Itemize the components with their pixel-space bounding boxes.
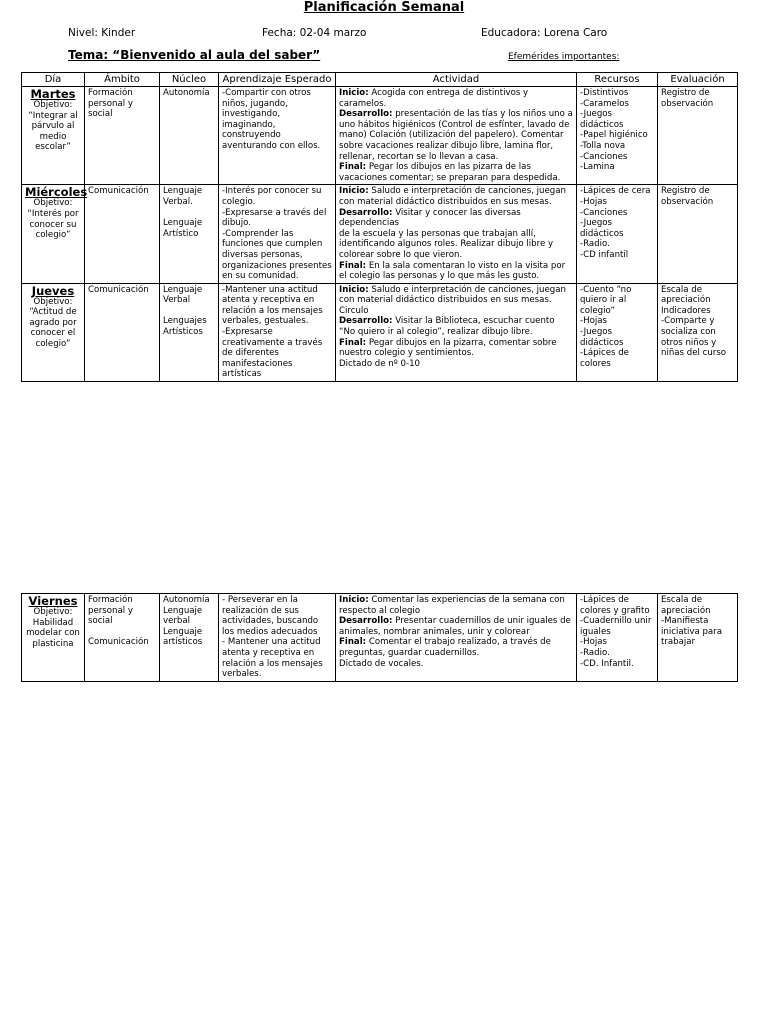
- actividad-inicio: [339, 285, 573, 317]
- actividad-cell: [336, 185, 577, 283]
- col-header-dia: Día: [22, 73, 85, 87]
- nucleo-cell: Lenguaje Verbal. Lenguaje Artístico: [160, 185, 219, 283]
- actividad-cell: [336, 283, 577, 381]
- day-name: Jueves: [31, 283, 75, 298]
- tema-heading: Tema: “Bienvenido al aula del saber”: [68, 48, 321, 62]
- col-header-aprendizaje: Aprendizaje Esperado: [219, 73, 336, 87]
- actividad-final: [339, 162, 573, 183]
- inicio-label: Inicio:: [339, 595, 369, 605]
- efemerides-label: Efemérides importantes:: [508, 52, 620, 62]
- day-name: Martes: [30, 87, 76, 101]
- day-objective: Objetivo: “Integrar al párvulo al medio escolar”: [28, 100, 78, 153]
- final-label: Final:: [339, 162, 367, 173]
- final-label: Final:: [339, 337, 367, 348]
- actividad-desarrollo: [339, 208, 573, 261]
- day-objective: Objetivo: “Actitud de agrado por conocer el colegio”: [29, 296, 77, 350]
- aprendizaje-cell: -Mantener una actitud atenta y receptiva en relación a los mensajes verbales, gestuales. -Expresarse creativamente a través de diferentes manifestaciones artísticas: [219, 283, 336, 381]
- day-name: Miércoles: [25, 185, 88, 200]
- day-objective: Objetivo: Habilidad modelar con plasticina: [26, 607, 80, 649]
- desarrollo-label: Desarrollo:: [339, 109, 393, 120]
- actividad-extra: Dictado de nº 0-10: [339, 358, 421, 369]
- day-name: Viernes: [28, 594, 78, 608]
- table-row: [22, 87, 738, 185]
- inicio-text: Acogida con entrega de distintivos y caramelos.: [339, 88, 529, 109]
- col-header-evaluacion: Evaluación: [658, 73, 738, 87]
- educadora-label: Educadora: Lorena Caro: [481, 27, 608, 39]
- recursos-cell: -Distintivos -Caramelos -Juegos didácticos -Papel higiénico -Tolla nova -Canciones -Lamina: [577, 87, 658, 185]
- aprendizaje-cell: - Perseverar en la realización de sus actividades, buscando los medios adecuados - Mantener una actitud atenta y receptiva en relación a los mensajes verbales.: [219, 594, 336, 682]
- table-row: [22, 283, 738, 381]
- day-cell: [22, 185, 88, 283]
- planning-table-1: [21, 72, 738, 382]
- col-header-ambito: Ámbito: [85, 73, 160, 87]
- actividad-inicio: [339, 595, 573, 616]
- actividad-final: [339, 338, 573, 359]
- day-cell: [22, 87, 85, 185]
- desarrollo-text: Visitar la Biblioteca, escuchar cuento “No quiero ir al colegio”, realizar dibujo libre.: [339, 316, 555, 338]
- nucleo-cell: Autonomía: [160, 87, 219, 185]
- table-row: [22, 594, 738, 682]
- actividad-inicio: [339, 186, 573, 207]
- inicio-label: Inicio:: [339, 186, 369, 197]
- evaluacion-cell: Escala de apreciación -Manifiesta iniciativa para trabajar: [658, 594, 738, 682]
- actividad-extra: Dictado de vocales.: [339, 658, 424, 669]
- inicio-label: Inicio:: [339, 88, 369, 98]
- desarrollo-label: Desarrollo:: [339, 316, 393, 327]
- inicio-text: Comentar las experiencias de la semana con respecto al colegio: [339, 595, 565, 616]
- inicio-text: Saludo e interpretación de canciones, juegan con material didáctico distribuidos en sus mesas.: [339, 186, 566, 207]
- final-text: Pegar dibujos en la pizarra, comentar sobre nuestro colegio y sentimientos.: [339, 337, 557, 359]
- aprendizaje-cell: -Compartir con otros niños, jugando, investigando, imaginando, construyendo aventurando con ellos.: [219, 87, 336, 185]
- ambito-cell: Formación personal y social Comunicación: [85, 594, 160, 682]
- table-row: [22, 185, 738, 283]
- day-cell: [22, 594, 85, 682]
- col-header-actividad: Actividad: [336, 73, 577, 87]
- ambito-cell: Comunicación: [85, 185, 160, 283]
- aprendizaje-cell: -Interés por conocer su colegio. -Expresarse a través del dibujo. -Comprender las funciones que cumplen diversas personas, organizaciones presentes en su comunidad.: [219, 185, 336, 283]
- actividad-desarrollo: [339, 616, 573, 637]
- evaluacion-cell: Escala de apreciación Indicadores -Comparte y socializa con otros niños y niñas del curso: [658, 283, 738, 381]
- inicio-label: Inicio:: [339, 284, 369, 295]
- desarrollo-label: Desarrollo:: [339, 616, 393, 627]
- day-objective: Objetivo: “Interés por conocer su colegio”: [27, 198, 79, 241]
- recursos-cell: -Cuento “no quiero ir al colegio” -Hojas -Juegos didácticos -Lápices de colores: [577, 283, 658, 381]
- actividad-final: [339, 261, 573, 282]
- inicio-text: Saludo e interpretación de canciones, juegan con material didáctico distribuidos en sus mesas. Circulo: [339, 284, 566, 316]
- planning-table-2: [21, 593, 738, 682]
- ambito-cell: Comunicación: [85, 283, 160, 381]
- final-text: Comentar el trabajo realizado, a través de preguntas, guardar cuadernillos.: [339, 637, 551, 658]
- nivel-label: Nivel: Kinder: [68, 27, 136, 39]
- desarrollo-label: Desarrollo:: [339, 207, 393, 218]
- actividad-cell: [336, 594, 577, 682]
- recursos-cell: -Lápices de colores y grafito -Cuadernillo unir iguales -Hojas -Radio. -CD. Infantil.: [577, 594, 658, 682]
- final-label: Final:: [339, 637, 367, 648]
- col-header-nucleo: Núcleo: [160, 73, 219, 87]
- actividad-final: [339, 637, 573, 658]
- final-label: Final:: [339, 260, 367, 271]
- desarrollo-text: Visitar y conocer las diversas dependencias de la escuela y las personas que trabajan allí, identificando algunos roles. Realizar dibujo libre y colorear sobre lo que vieron.: [339, 207, 554, 260]
- desarrollo-text: Presentar cuadernillos de unir iguales de animales, nombrar animales, unir y colorear: [339, 616, 571, 637]
- final-text: Pegar los dibujos en las pizarra de las vacaciones comentar; se preparan para despedida.: [339, 162, 561, 183]
- actividad-desarrollo: [339, 316, 573, 337]
- nucleo-cell: Lenguaje Verbal Lenguajes Artísticos: [160, 283, 219, 381]
- actividad-inicio: [339, 88, 573, 109]
- evaluacion-cell: Registro de observación: [658, 87, 738, 185]
- desarrollo-text: presentación de las tías y los niños uno a uno hábitos higiénicos (Control de esfínter, lavado de mano) Colación (utilización del papelero). Comentar sobre vacaciones realizar dibujo libre, lamina flor, rellenar, recortan se lo llevan a casa.: [339, 109, 573, 162]
- recursos-cell: -Lápices de cera -Hojas -Canciones -Juegos didácticos -Radio. -CD infantil: [577, 185, 658, 283]
- fecha-label: Fecha: 02-04 marzo: [262, 27, 367, 39]
- final-text: En la sala comentaran lo visto en la visita por el colegio las personas y lo que más les gusto.: [339, 260, 566, 282]
- day-cell: [22, 283, 85, 381]
- ambito-cell: Formación personal y social: [85, 87, 160, 185]
- nucleo-cell: Autonomía Lenguaje verbal Lenguaje artísticos: [160, 594, 219, 682]
- actividad-desarrollo: [339, 109, 573, 162]
- actividad-cell: [336, 87, 577, 185]
- col-header-recursos: Recursos: [577, 73, 658, 87]
- table-header-row: [22, 73, 738, 87]
- page-title: Planificación Semanal: [303, 0, 465, 15]
- evaluacion-cell: Registro de observación: [658, 185, 738, 283]
